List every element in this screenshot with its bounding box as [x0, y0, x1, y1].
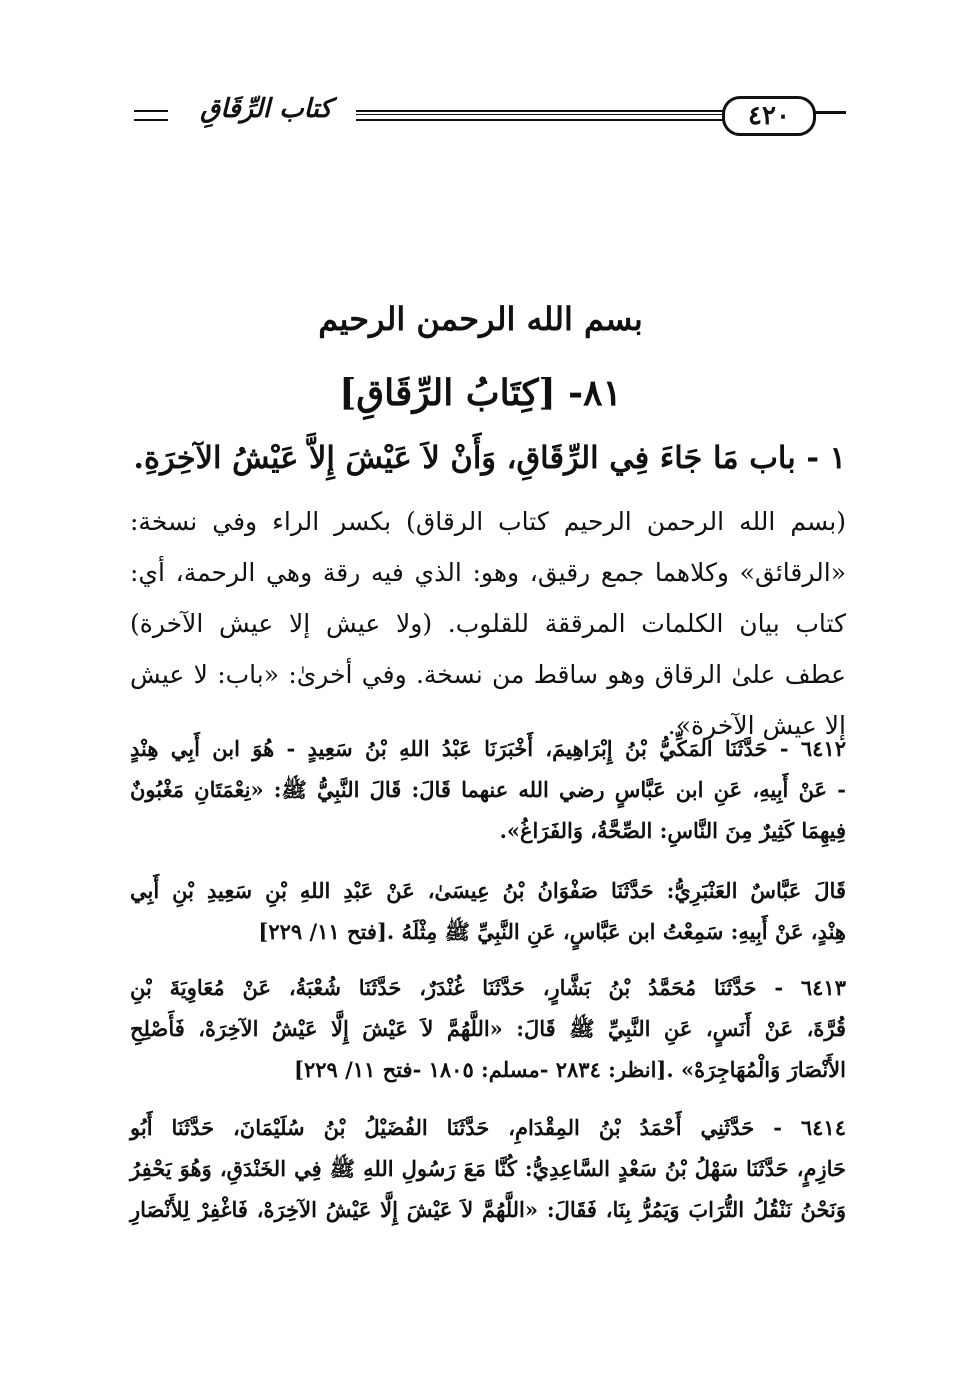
hadith-line: ٦٤١٢ - حَدَّثَنَا المَكِّيُّ بْنُ إِبْرَاهِيمَ، أَخْبَرَنَا عَبْدُ اللهِ بْنُ سَعِيدٍ - هُوَ ابن أَبِي هِنْدٍ [130, 736, 846, 761]
hadith-line: الأَنْصَارَ وَالْمُهَاجِرَهْ» .[انظر: ٢٨٣٤ -مسلم: ١٨٠٥ -فتح ١١/ ٢٢٩] [294, 1057, 846, 1082]
hadith-line: - عَنْ أَبِيهِ، عَنِ ابن عَبَّاسٍ رضي الله عنهما قَالَ: قَالَ النَّبِيُّ ﷺ: «نِعْمَتَانِ مَغْبُونٌ [130, 777, 846, 802]
header-left-ornament [134, 110, 168, 121]
hadith-6413 [130, 967, 846, 1090]
chapter-heading: ١ - باب مَا جَاءَ فِي الرِّقَاقِ، وَأَنْ لاَ عَيْشَ إِلاَّ عَيْشُ الآخِرَةِ. [133, 440, 846, 476]
running-title: كتاب الرِّقَاقِ [200, 94, 332, 124]
commentary-line: إلا عيش الآخرة». [667, 711, 846, 740]
hadith-line: ٦٤١٤ - حَدَّثَنِي أَحْمَدُ بْنُ المِقْدَامِ، حَدَّثَنَا الفُضَيْلُ بْنُ سُلَيْمَانَ، حَدَّثَنَا أَبُو [130, 1115, 846, 1140]
page-number: ٤٢٠ [722, 96, 816, 136]
header-right-rule [814, 111, 846, 114]
hadith-line: فِيهِمَا كَثِيرٌ مِنَ النَّاسِ: الصِّحَّةُ، وَالفَرَاغُ». [499, 818, 846, 843]
hadith-line: حَازِمٍ، حَدَّثَنَا سَهْلُ بْنُ سَعْدٍ السَّاعِدِيُّ: كُنَّا مَعَ رَسُولِ اللهِ ﷺ فِي الخَنْدَقِ، وَهُوَ يَحْفِرُ [130, 1156, 846, 1181]
commentary-line: كتاب بيان الكلمات المرققة للقلوب. (ولا عيش إلا عيش الآخرة) [130, 609, 846, 638]
commentary-line: (بسم الله الرحمن الرحيم كتاب الرقاق) بكسر الراء وفي نسخة: [130, 507, 846, 536]
hadith-line: هِنْدٍ، عَنْ أَبِيهِ: سَمِعْتُ ابن عَبَّاسٍ، عَنِ النَّبِيِّ ﷺ مِثْلَهُ .[فتح ١١/ ٢٢٩] [258, 919, 846, 944]
hadith-line: وَنَحْنُ نَنْقُلُ التُّرَابَ وَيَمُرُّ بِنَا، فَقَالَ: «اللَّهُمَّ لاَ عَيْشَ إِلَّا عَيْشُ الآخِرَهْ، فَاغْفِرْ لِلأَنْصَارِ [130, 1197, 846, 1222]
commentary-line: «الرقائق» وكلاهما جمع رقيق، وهو: الذي فيه رقة وهي الرحمة، أي: [130, 558, 846, 587]
commentary-block [130, 496, 846, 751]
basmala-heading: بسم الله الرحمن الرحيم [318, 300, 643, 338]
running-header [126, 88, 844, 138]
hadith-line: ٦٤١٣ - حَدَّثَنَا مُحَمَّدُ بْنُ بَشَّارٍ، حَدَّثَنَا غُنْدَرٌ، حَدَّثَنَا شُعْبَةُ، عَنْ مُعَاوِيَةَ بْنِ [130, 975, 846, 1000]
hadith-6414 [130, 1107, 846, 1230]
hadith-6412 [130, 728, 846, 851]
book-title: ٨١- [كِتَابُ الرِّقَاقِ] [339, 372, 622, 414]
hadith-line: قُرَّةَ، عَنْ أَنَسٍ، عَنِ النَّبِيِّ ﷺ قَالَ: «اللَّهُمَّ لاَ عَيْشَ إِلَّا عَيْشُ الآخِرَهْ، فَأَصْلِحِ [130, 1016, 847, 1041]
hadith-6412-second-chain [130, 870, 846, 952]
hadith-line: قَالَ عَبَّاسٌ العَنْبَرِيُّ: حَدَّثَنَا صَفْوَانُ بْنُ عِيسَىٰ، عَنْ عَبْدِ اللهِ بْنِ سَعِيدِ بْنِ أَبِي [130, 878, 846, 903]
commentary-line: عطف علىٰ الرقاق وهو ساقط من نسخة. وفي أخرىٰ: «باب: لا عيش [130, 660, 846, 689]
header-rule [356, 110, 754, 121]
